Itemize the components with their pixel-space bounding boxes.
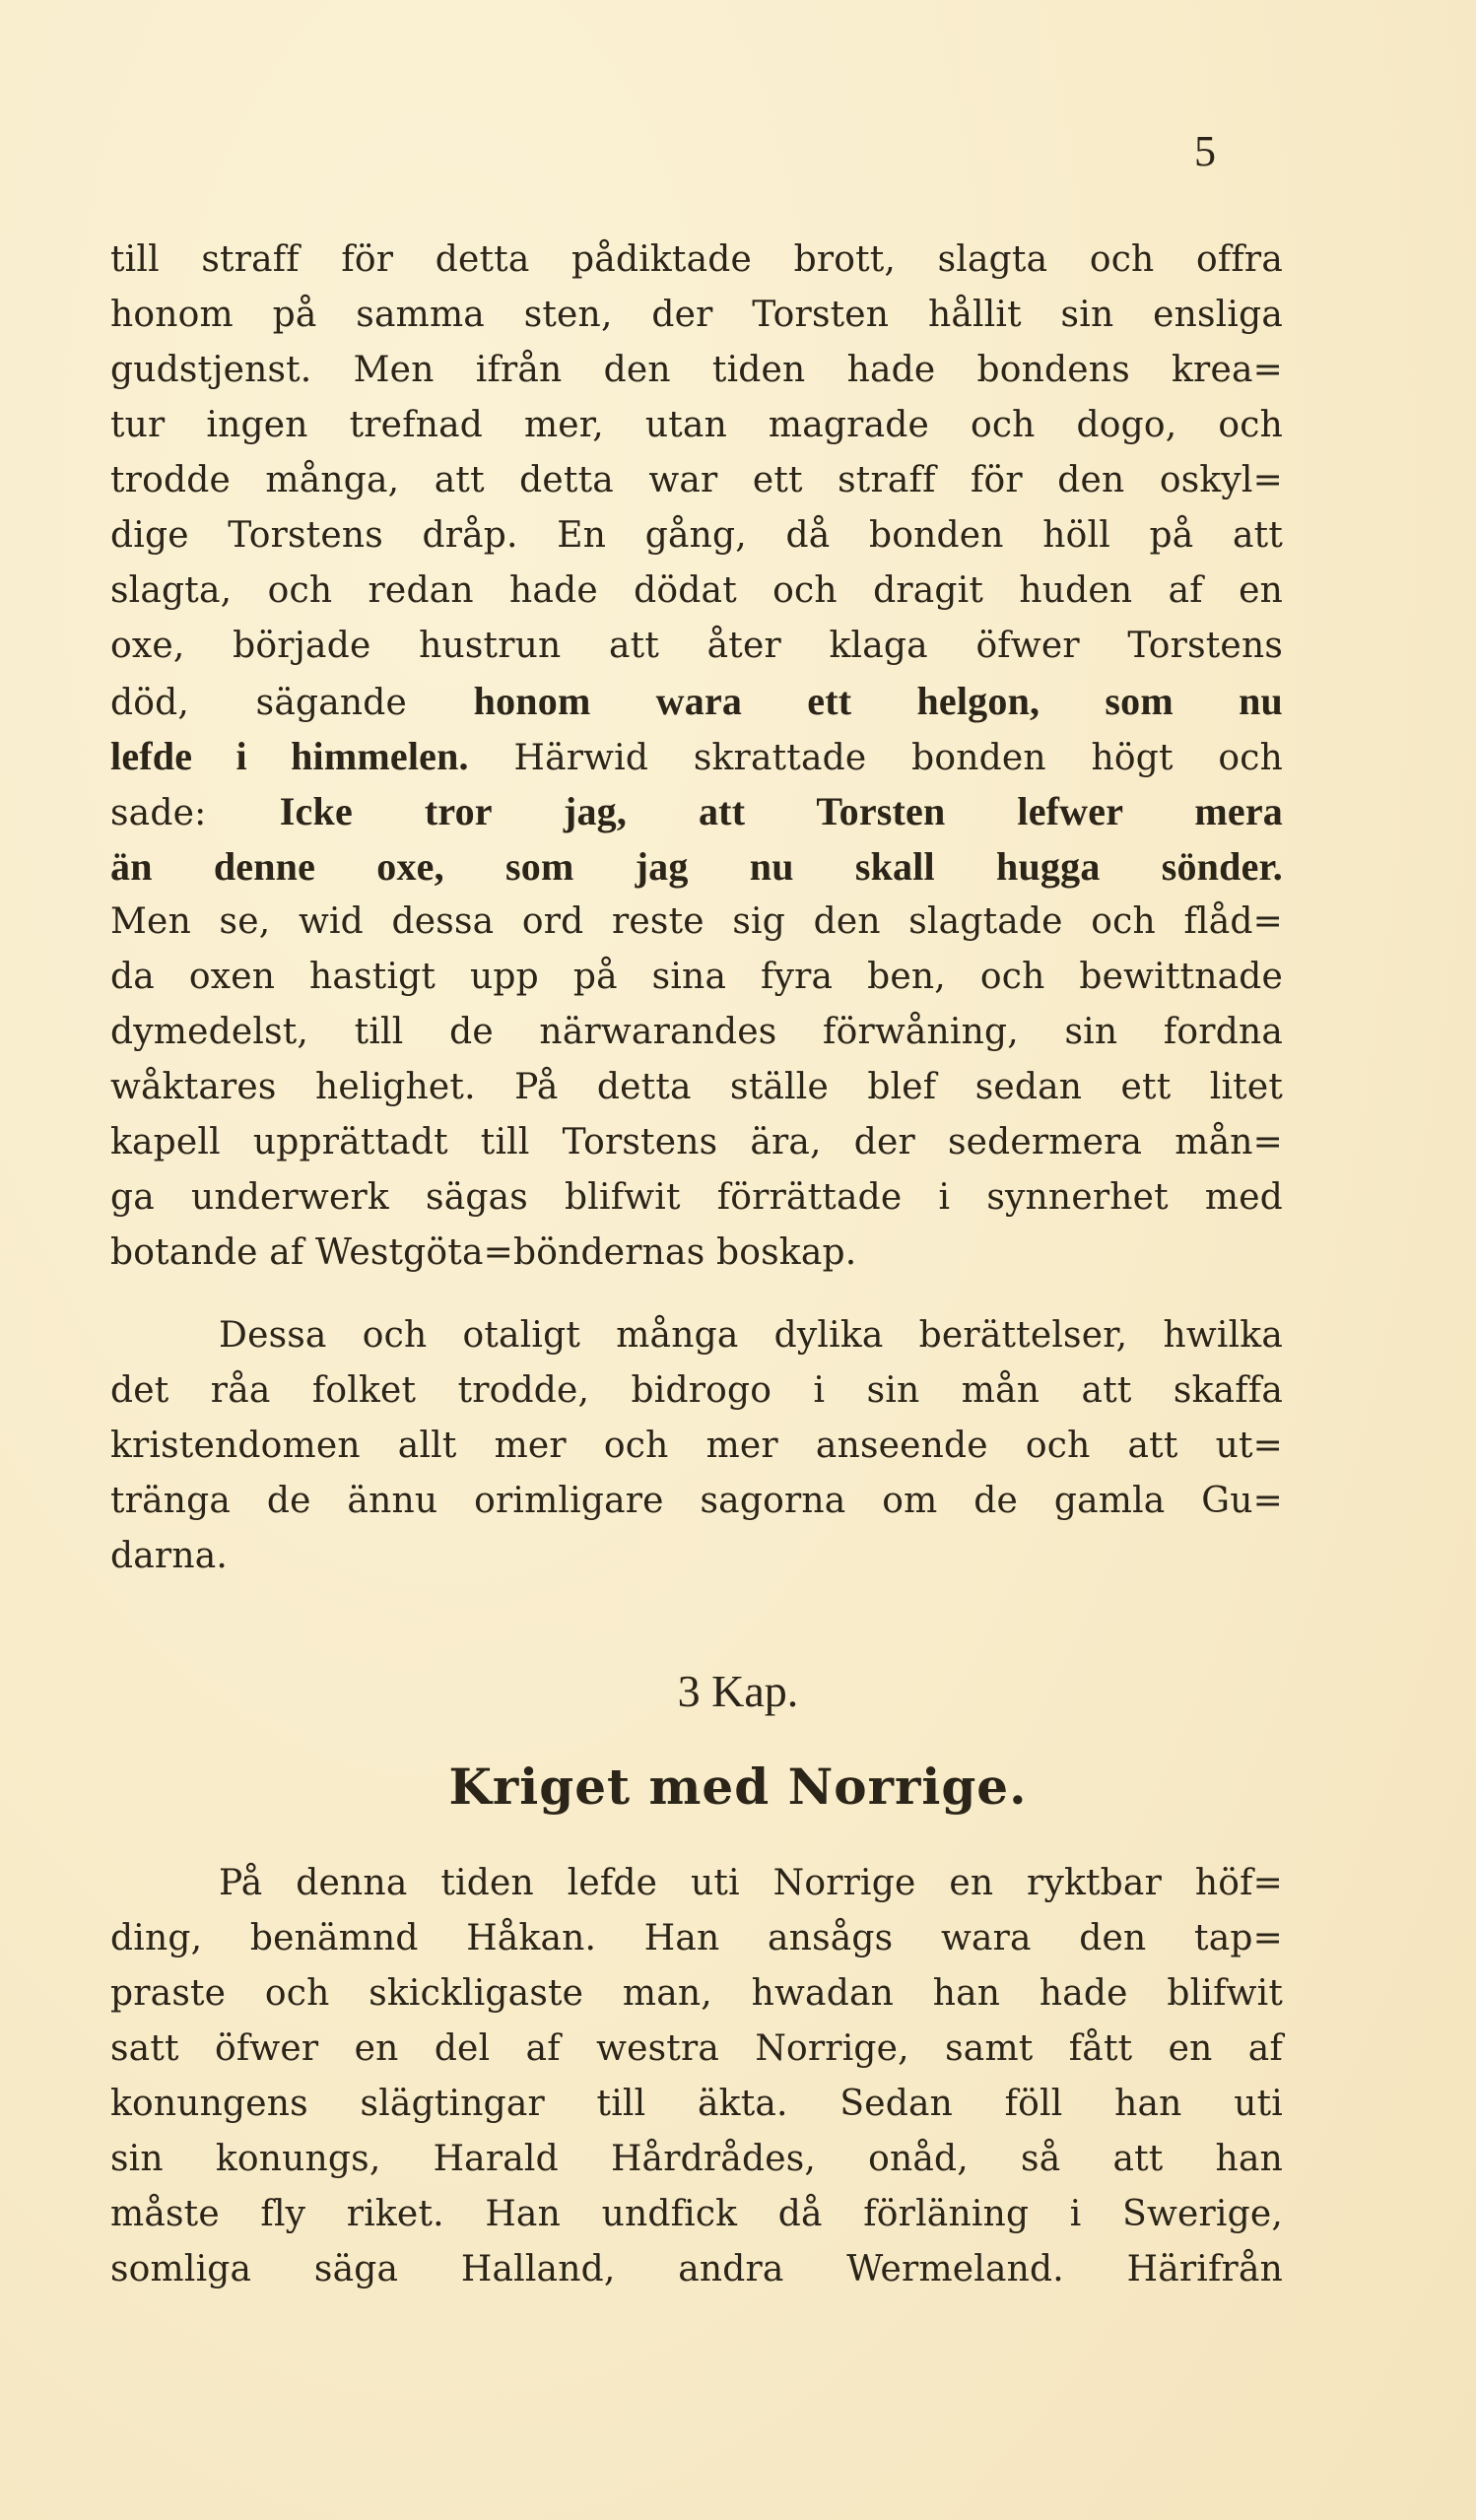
- text-line: da oxen hastigt upp på sina fyra ben, och bewittnade: [110, 957, 1283, 997]
- text-line: dymedelst, till de närwarandes förwåning, sin fordna: [110, 1012, 1283, 1052]
- text-line: kapell upprättadt till Torstens ära, der sedermera mån=: [110, 1122, 1283, 1162]
- paragraph-2: [110, 1308, 1283, 1584]
- text-line: gudstjenst. Men ifrån den tiden hade bondens krea=: [110, 350, 1283, 390]
- emphasized-text: Icke tror jag, att Torsten lefwer mera: [279, 789, 1283, 833]
- text-line: Men se, wid dessa ord reste sig den slagtade och flåd=: [110, 901, 1283, 942]
- text-line: till straff för detta pådiktade brott, slagta och offra: [110, 239, 1283, 280]
- text-line: satt öfwer en del af westra Norrige, samt fått en af: [110, 2028, 1283, 2069]
- emphasized-text: än denne oxe, som jag nu skall hugga sönder.: [110, 844, 1283, 889]
- text-line: trodde många, att detta war ett straff för den oskyl=: [110, 460, 1283, 500]
- text-line: konungens slägtingar till äkta. Sedan föll han uti: [110, 2084, 1283, 2124]
- text-line: ga underwerk sägas blifwit förrättade i synnerhet med: [110, 1177, 1283, 1218]
- text-line: slagta, och redan hade dödat och dragit huden af en: [110, 570, 1283, 611]
- text-fragment: död, sägande: [110, 683, 474, 723]
- chapter-number: 3 Kap.: [677, 1666, 799, 1716]
- text-line: det råa folket trodde, bidrogo i sin mån att skaffa: [110, 1370, 1283, 1411]
- text-line: somliga säga Halland, andra Wermeland. Härifrån: [110, 2249, 1283, 2289]
- text-fragment: sade:: [110, 793, 280, 833]
- paragraph-3: [110, 1856, 1283, 2297]
- text-line: praste och skickligaste man, hwadan han hade blifwit: [110, 1973, 1283, 2014]
- text-fragment: Härwid skrattade bonden högt och: [468, 738, 1283, 778]
- text-line: [110, 729, 1283, 784]
- text-line: dige Torstens dråp. En gång, då bonden höll på att: [110, 515, 1283, 556]
- text-line: darna.: [110, 1536, 229, 1576]
- text-line: tur ingen trefnad mer, utan magrade och dogo, och: [110, 405, 1283, 445]
- text-line: ding, benämnd Håkan. Han ansågs wara den tap=: [110, 1918, 1283, 1958]
- text-line: wåktares helighet. På detta ställe blef sedan ett litet: [110, 1067, 1283, 1107]
- text-line: [110, 839, 1283, 895]
- text-line: kristendomen allt mer och mer anseende och att ut=: [110, 1426, 1283, 1466]
- text-line: botande af Westgöta=böndernas boskap.: [110, 1232, 857, 1273]
- text-line: Dessa och otaligt många dylika berättelser, hwilka: [219, 1315, 1283, 1356]
- text-line: måste fly riket. Han undfick då förläning i Swerige,: [110, 2194, 1283, 2234]
- emphasized-text: honom wara ett helgon, som nu: [473, 679, 1283, 723]
- paragraph-1: [110, 232, 1283, 1281]
- text-line: sin konungs, Harald Hårdrådes, onåd, så att han: [110, 2139, 1283, 2179]
- page-number: 5: [1194, 127, 1216, 175]
- text-line: [110, 784, 1283, 839]
- text-line: [110, 674, 1283, 729]
- text-line: oxe, började hustrun att åter klaga öfwer Torstens: [110, 626, 1283, 666]
- text-line: honom på samma sten, der Torsten hållit sin ensliga: [110, 295, 1283, 335]
- chapter-title: Kriget med Norrige.: [448, 1757, 1028, 1816]
- text-line: tränga de ännu orimligare sagorna om de gamla Gu=: [110, 1481, 1283, 1521]
- emphasized-text: lefde i himmelen.: [110, 734, 469, 778]
- text-line: På denna tiden lefde uti Norrige en ryktbar höf=: [219, 1863, 1283, 1903]
